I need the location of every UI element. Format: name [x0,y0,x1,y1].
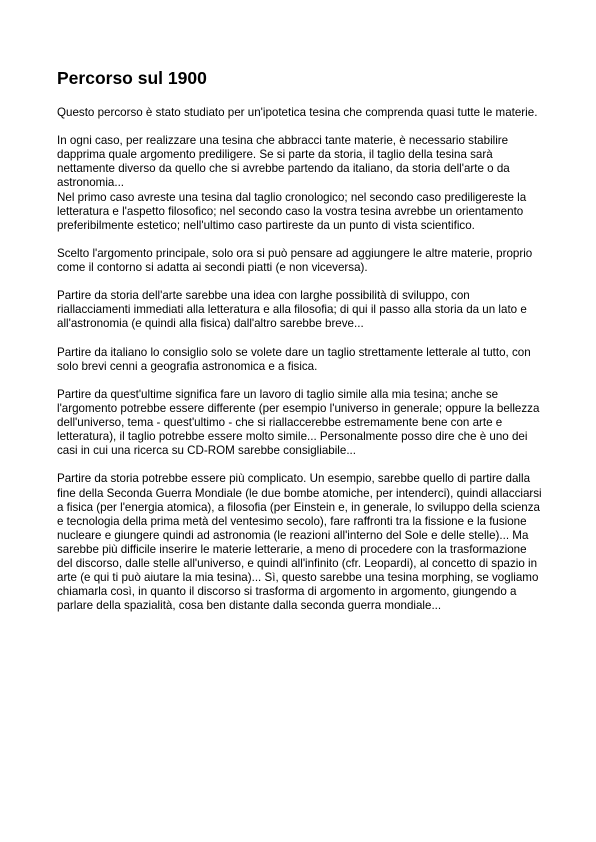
document-title: Percorso sul 1900 [57,68,207,88]
paragraph-main-subject: Scelto l'argomento principale, solo ora si può pensare ad aggiungere le altre materie, proprio come il contorno si adatta ai secondi piatti (e non viceversa). [57,246,533,275]
document-body [57,106,543,627]
paragraph-art-history: Partire da storia dell'arte sarebbe una idea con larghe possibilità di sviluppo, con riallacciamenti immediati alla letteratura e alla filosofia; di qui il passo alla storia da un lato e all'astronomia (e quindi alla fisica) dall'altro sarebbe breve... [57,289,527,331]
paragraph-italian: Partire da italiano lo consiglio solo se volete dare un taglio strettamente letterale al tutto, con solo brevi cenni a geografia astronomica e a fisica. [57,345,531,373]
paragraph-history: Partire da storia potrebbe essere più complicato. Un esempio, sarebbe quello di partire dalla fine della Seconda Guerra Mondiale (le due bombe atomiche, per intenderci), quindi allacciarsi a fisica (per l'energia atomica), a filosofia (per Einstein e, in generale, lo sviluppo della scienza e tecnologia della prima metà del ventesimo secolo), fare raffronti tra la fissione e la fusione nucleare e giungere quindi ad astronomia (le reazioni all'interno del Sole e delle stelle)... Ma sarebbe più difficile inserire le materie letterarie, a meno di procedere con la trasformazione del discorso, dalle stelle all'universo, e quindi all'infinito (cfr. Leopardi), al concetto di spazio in arte (e qui ti può aiutare la mia tesina)... Sì, questo sarebbe una tesina morphing, se vogliamo chiamarla così, in quanto il discorso si trasforma di argomento in argomento, giungendo a parlare della spazialità, cosa ben distante dalla seconda guerra mondiale... [57,472,542,613]
paragraph-choice: In ogni caso, per realizzare una tesina che abbracci tante materie, è necessario stabilire dapprima quale argomento prediligere. Se si parte da storia, il taglio della tesina sarà nettamente diverso da quello che si avrebbe partendo da italiano, da storia dell'arte o da astronomia... [57,134,510,190]
paragraph-intro: Questo percorso è stato studiato per un'ipotetica tesina che comprenda quasi tutte le materie. [57,106,538,119]
paragraph-cases: Nel primo caso avreste una tesina dal taglio cronologico; nel secondo caso prediligereste la letteratura e l'aspetto filosofico; nel secondo caso la vostra tesina avrebbe un orientamento preferibilmente estetico; nell'ultimo caso partireste da un punto di vista scientifico. [57,190,527,232]
paragraph-science: Partire da quest'ultime significa fare un lavoro di taglio simile alla mia tesina; anche se l'argomento potrebbe essere differente (per esempio l'universo in generale; oppure la bellezza dell'universo, tema - quest'ultimo - che si riallaccerebbe estremamente bene con arte e letteratura), il taglio potrebbe essere molto simile... Personalmente posso dire che è uno dei casi in cui una ricerca su CD-ROM sarebbe consigliabile... [57,387,540,458]
